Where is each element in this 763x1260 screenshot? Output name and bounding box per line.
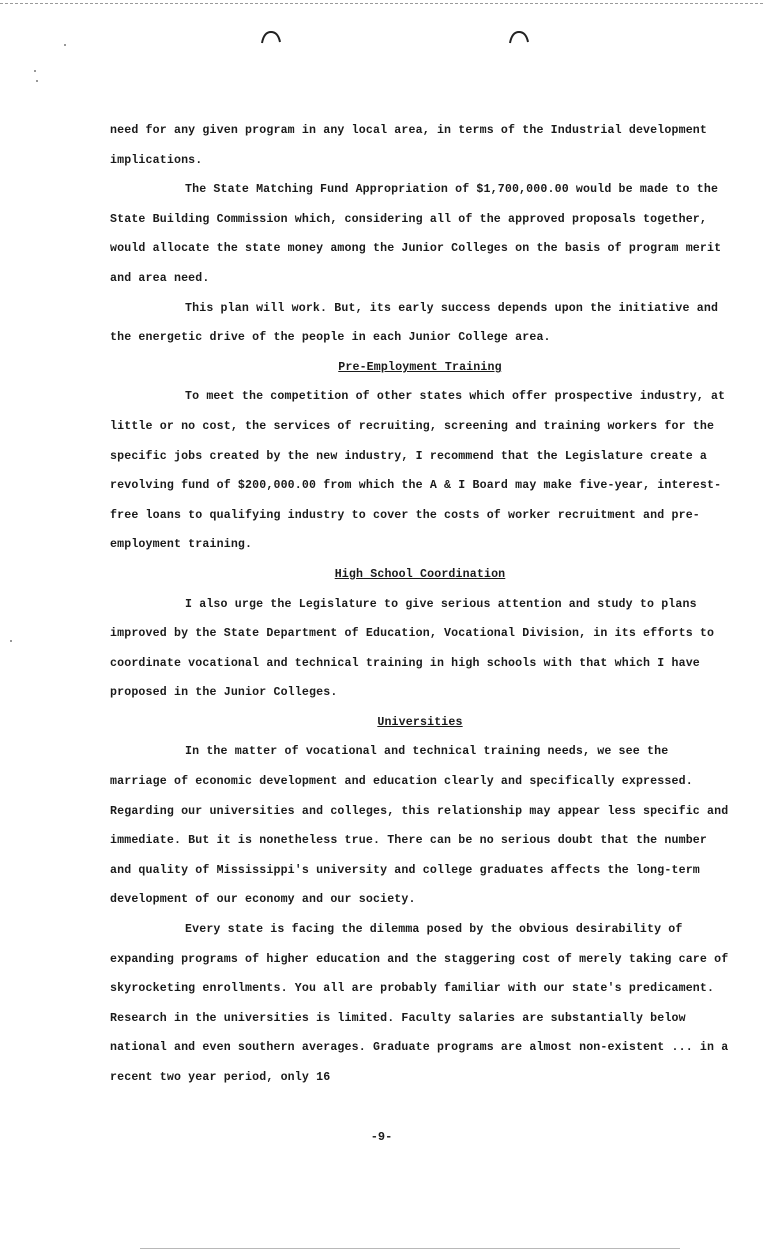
binder-hole-mark-left	[260, 30, 282, 44]
page-top-edge	[0, 3, 763, 4]
paragraph: To meet the competition of other states which offer prospective industry, at little or no cost, the services of recruiting, screening and training workers for the specific jobs created by the new industry, I recommend that the Legislature create a revolving fund of $200,000.00 from which the A & I Board may make five-year, interest-free loans to qualifying industry to cover the costs of worker recruitment and pre-employment training.	[110, 390, 726, 552]
scan-speck	[34, 70, 36, 72]
paragraph: In the matter of vocational and technical training needs, we see the marriage of economic development and education clearly and specifically expressed. Regarding our universities and colleges, this relationship may appear less specific and immediate. But it is nonetheless true. There can be no serious doubt that the number and quality of Mississippi's university and college graduates affects the long-term development of our economy and our society.	[110, 745, 729, 907]
scan-speck	[36, 80, 38, 82]
paragraph: The State Matching Fund Appropriation of $1,700,000.00 would be made to the State Building Commission which, considering all of the approved proposals together, would allocate the state money among the Junior Colleges on the basis of program merit and area need.	[110, 183, 722, 285]
section-heading: Universities	[377, 715, 463, 729]
scan-speck	[10, 640, 12, 642]
document-body	[110, 116, 730, 1093]
section-heading: High School Coordination	[334, 567, 506, 581]
section-heading: Pre-Employment Training	[338, 360, 502, 374]
page-bottom-edge	[140, 1248, 680, 1249]
paragraph: This plan will work. But, its early success depends upon the initiative and the energetic drive of the people in each Junior College area.	[110, 301, 719, 345]
binder-hole-mark-right	[508, 30, 530, 44]
paragraph: need for any given program in any local area, in terms of the Industrial development implications.	[110, 124, 708, 167]
page-number: -9-	[370, 1130, 393, 1144]
paragraph: I also urge the Legislature to give serious attention and study to plans improved by the State Department of Education, Vocational Division, in its efforts to coordinate vocational and technical training in high schools with that which I have proposed in the Junior Colleges.	[110, 597, 715, 700]
scan-speck	[64, 44, 66, 46]
paragraph: Every state is facing the dilemma posed by the obvious desirability of expanding programs of higher education and the staggering cost of merely taking care of skyrocketing enrollments. You all are probably familiar with our state's predicament. Research in the universities is limited. Faculty salaries are substantially below national and even southern averages. Graduate programs are almost non-existent ... in a recent two year period, only 16	[110, 923, 729, 1084]
